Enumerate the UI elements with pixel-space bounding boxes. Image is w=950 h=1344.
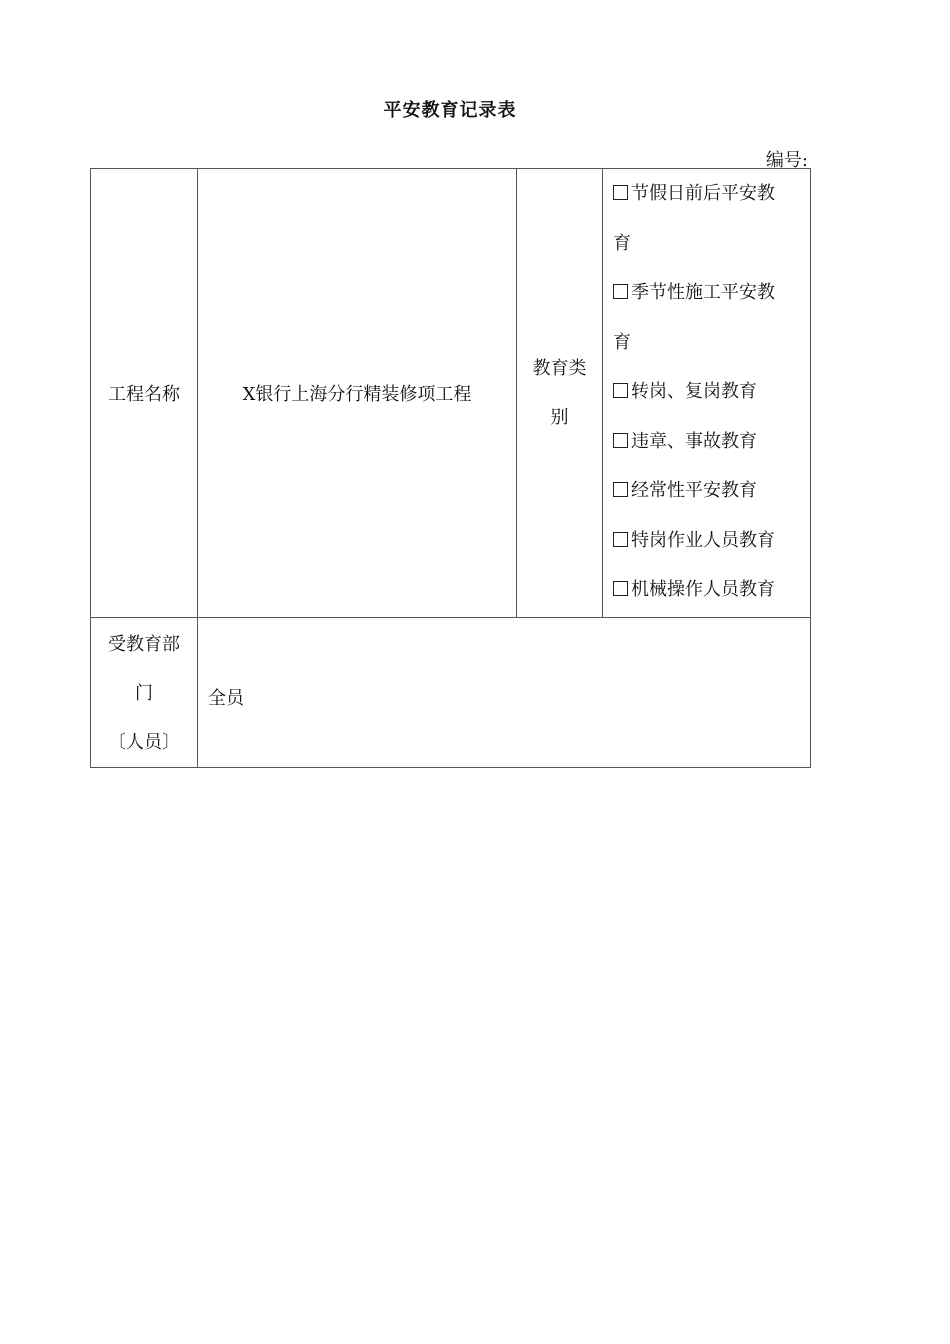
checkbox-icon[interactable] (613, 185, 628, 200)
checkbox-icon[interactable] (613, 581, 628, 596)
option-violation-accident[interactable] (613, 417, 804, 467)
educated-department-label-line2: 门 (135, 682, 153, 704)
document-title: 平安教育记录表 (383, 100, 517, 121)
checkbox-icon[interactable] (613, 284, 628, 299)
option-job-transfer[interactable] (613, 367, 804, 417)
option-machinery-operators[interactable] (613, 565, 804, 615)
option-label-line1: 节假日前后平安教 (631, 183, 775, 204)
educated-department-value-cell[interactable] (198, 618, 811, 768)
option-label-line1: 季节性施工平安教 (631, 282, 775, 303)
checkbox-icon[interactable] (613, 383, 628, 398)
project-name-label: 工程名称 (108, 384, 180, 405)
option-label: 特岗作业人员教育 (631, 529, 775, 551)
checkbox-icon[interactable] (613, 433, 628, 448)
project-name-value-cell[interactable] (198, 169, 517, 618)
option-label: 转岗、复岗教育 (631, 381, 757, 402)
project-name-value: X银行上海分行精装修项工程 (242, 384, 472, 405)
education-category-label-cell (517, 169, 603, 618)
option-label: 机械操作人员教育 (631, 579, 775, 600)
option-seasonal-construction-safety[interactable] (613, 268, 804, 367)
checkbox-icon[interactable] (613, 482, 628, 497)
option-holiday-safety[interactable] (613, 169, 804, 268)
option-special-operations-personnel[interactable] (613, 516, 804, 566)
option-regular-safety[interactable] (613, 466, 804, 516)
option-label-line2: 育 (613, 331, 631, 353)
education-category-label-line2: 别 (550, 407, 569, 428)
option-label: 经常性平安教育 (631, 480, 757, 501)
checkbox-icon[interactable] (613, 532, 628, 547)
educated-department-label-cell (91, 618, 198, 768)
option-label: 违章、事故教育 (631, 430, 757, 452)
educated-department-label-line1: 受教育部 (108, 633, 180, 655)
education-category-label-line1: 教育类 (532, 358, 587, 379)
project-name-label-cell (91, 169, 198, 618)
option-label-line2: 育 (613, 232, 631, 254)
educated-department-label-line3: 〔人员〕 (108, 731, 180, 753)
document-number-label: 编号: (765, 150, 808, 171)
education-record-table (90, 168, 811, 768)
educated-department-value: 全员 (208, 687, 244, 709)
education-category-options-cell (603, 169, 811, 618)
